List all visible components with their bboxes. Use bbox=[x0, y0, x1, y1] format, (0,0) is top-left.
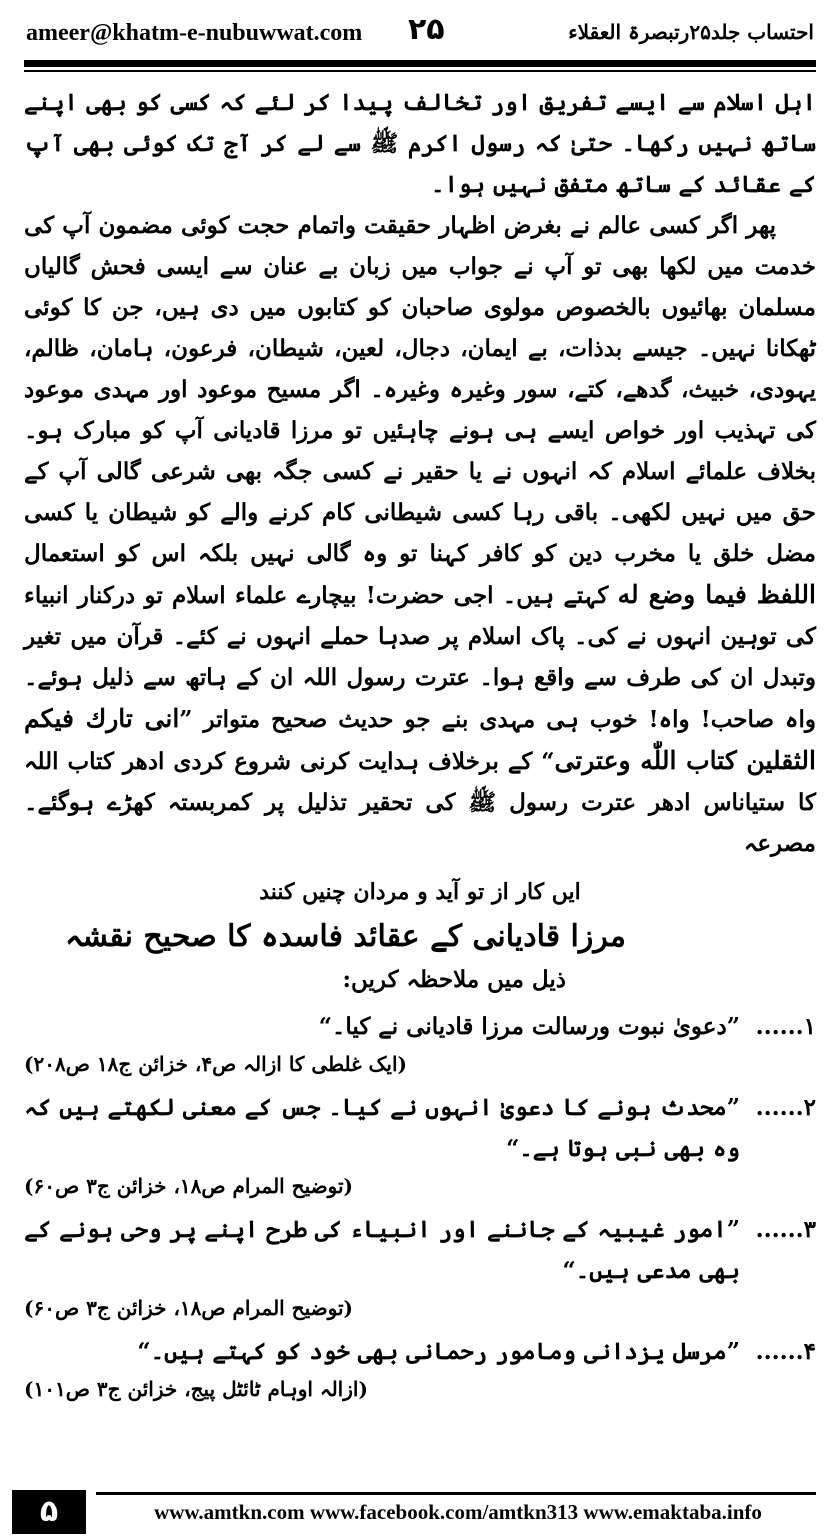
paragraph-2-end: “ کے برخلاف ہدایت کرنی شروع کردی ادھر کتاب اللہ کا ستیاناس ادھر عترت رسول ﷺ کی تحقیر تذلیل پر کمربستہ کھڑے ہوگئے۔ مصرعہ bbox=[24, 748, 816, 857]
footer-page-number: ۵ bbox=[12, 1490, 86, 1534]
section-heading: مرزا قادیانی کے عقائد فاسدہ کا صحیح نقشہ bbox=[65, 919, 626, 954]
list-item bbox=[24, 1006, 816, 1047]
page-footer bbox=[0, 1486, 840, 1540]
list-item bbox=[24, 1209, 816, 1291]
persian-verse: ایں کار از تو آید و مردان چنیں کنند bbox=[259, 879, 581, 905]
hadith-quote: انی تارك فیکم الثقلین کتاب اللّٰه وعترتی bbox=[24, 704, 816, 775]
footer-rule bbox=[96, 1492, 816, 1495]
item-reference: (توضیح المرام ص۱۸، خزائن ج۳ ص۶۰) bbox=[24, 1174, 353, 1198]
footer-urls: www.amtkn.com www.facebook.com/amtkn313 www.emaktaba.info bbox=[154, 1500, 762, 1524]
page-body bbox=[24, 82, 816, 1406]
item-text: ”امور غیبیہ کے جاننے اور انبیاء کی طرح اپنے پر وحی ہونے کے بھی مدعی ہیں۔“ bbox=[24, 1216, 740, 1284]
item-number: ۴...... bbox=[755, 1338, 816, 1365]
header-rule-thick bbox=[24, 60, 816, 67]
item-reference: (توضیح المرام ص۱۸، خزائن ج۳ ص۶۰) bbox=[24, 1296, 353, 1320]
arabic-phrase: اللفظ فیما وضع له bbox=[617, 580, 816, 609]
paragraph-2 bbox=[24, 205, 816, 864]
header-email: ameer@khatm-e-nubuwwat.com bbox=[26, 20, 363, 46]
item-text: ”مرسل یزدانی ومامور رحمانی بھی خود کو کہتے ہیں۔“ bbox=[137, 1338, 740, 1365]
item-number: ۳...... bbox=[755, 1216, 816, 1243]
header-title: احتساب جلد۲۵رتبصرۃ العقلاء bbox=[568, 20, 814, 44]
paragraph-2-continued: کہتے ہیں۔ اجی حضرت! بیچارے علماء اسلام تو درکنار انبیاء کی توہین انہوں نے کی۔ پاک اسلام پر صدہا حملے انہوں نے کئے۔ قرآن میں تغیر وتبدل ان کی طرف سے واقع ہوا۔ عترت رسول اللہ ان کے ہاتھ سے ذلیل ہوئے۔ واہ صاحب! واہ! خوب ہی مہدی بنے جو حدیث صحیح متواتر ” bbox=[24, 582, 816, 733]
section-intro: ذیل میں ملاحظہ کریں: bbox=[342, 966, 566, 993]
header-page-number: ۲۵ bbox=[408, 12, 445, 47]
item-reference: (ایک غلطی کا ازالہ ص۴، خزائن ج۱۸ ص۲۰۸) bbox=[24, 1052, 408, 1076]
list-item bbox=[24, 1087, 816, 1169]
item-number: ۲...... bbox=[755, 1094, 816, 1121]
paragraph-1: اہل اسلام سے ایسے تفریق اور تخالف پیدا کر لئے کہ کسی کو بھی اپنے ساتھ نہیں رکھا۔ حتیٰ کہ رسول اکرم ﷺ سے لے کر آج تک کوئی بھی آپ کے عقائد کے ساتھ متفق نہیں ہوا۔ bbox=[24, 89, 816, 198]
item-text: ”دعویٰ نبوت ورسالت مرزا قادیانی نے کیا۔“ bbox=[318, 1013, 740, 1040]
item-number: ۱...... bbox=[755, 1013, 816, 1040]
item-text: ”محدث ہونے کا دعویٰ انہوں نے کیا۔ جس کے معنی لکھتے ہیں کہ وہ بھی نبی ہوتا ہے۔“ bbox=[24, 1094, 740, 1162]
page-header bbox=[0, 0, 840, 60]
paragraph-2-text: پھر اگر کسی عالم نے بغرض اظہار حقیقت واتمام حجت کوئی مضمون آپ کی خدمت میں لکھا بھی تو آپ نے جواب میں زبان بے عنان سے ایسی فحش گالیاں مسلمان بھائیوں بالخصوص مولوی صاحبان کو کتابوں میں دی ہیں، جن کا کوئی ٹھکانا نہیں۔ جیسے بدذات، بے ایمان، دجال، لعین، شیطان، فرعون، ہامان، ظالم، یہودی، خبیث، گدھے، کتے، سور وغیرہ وغیرہ۔ اگر مسیح موعود اور مہدی موعود کی تہذیب اور خواص ایسے ہی ہونے چاہئیں تو مرزا قادیانی آپ کو مبارک ہو۔ بخلاف علمائے اسلام کہ انہوں نے یا حقیر نے کسی جگہ بھی شرعی گالی آپ کے حق میں نہیں لکھی۔ باقی رہا کسی شیطانی کام کرنے والے کو شیطان یا کسی مضل خلق یا مخرب دین کو کافر کہنا تو وہ گالی نہیں بلکہ اس کو استعمال bbox=[24, 212, 816, 567]
list-item bbox=[24, 1331, 816, 1372]
header-rule-thin bbox=[24, 70, 816, 72]
item-reference: (ازالہ اوہام ٹائٹل پیج، خزائن ج۳ ص۱۰۱) bbox=[24, 1377, 368, 1401]
